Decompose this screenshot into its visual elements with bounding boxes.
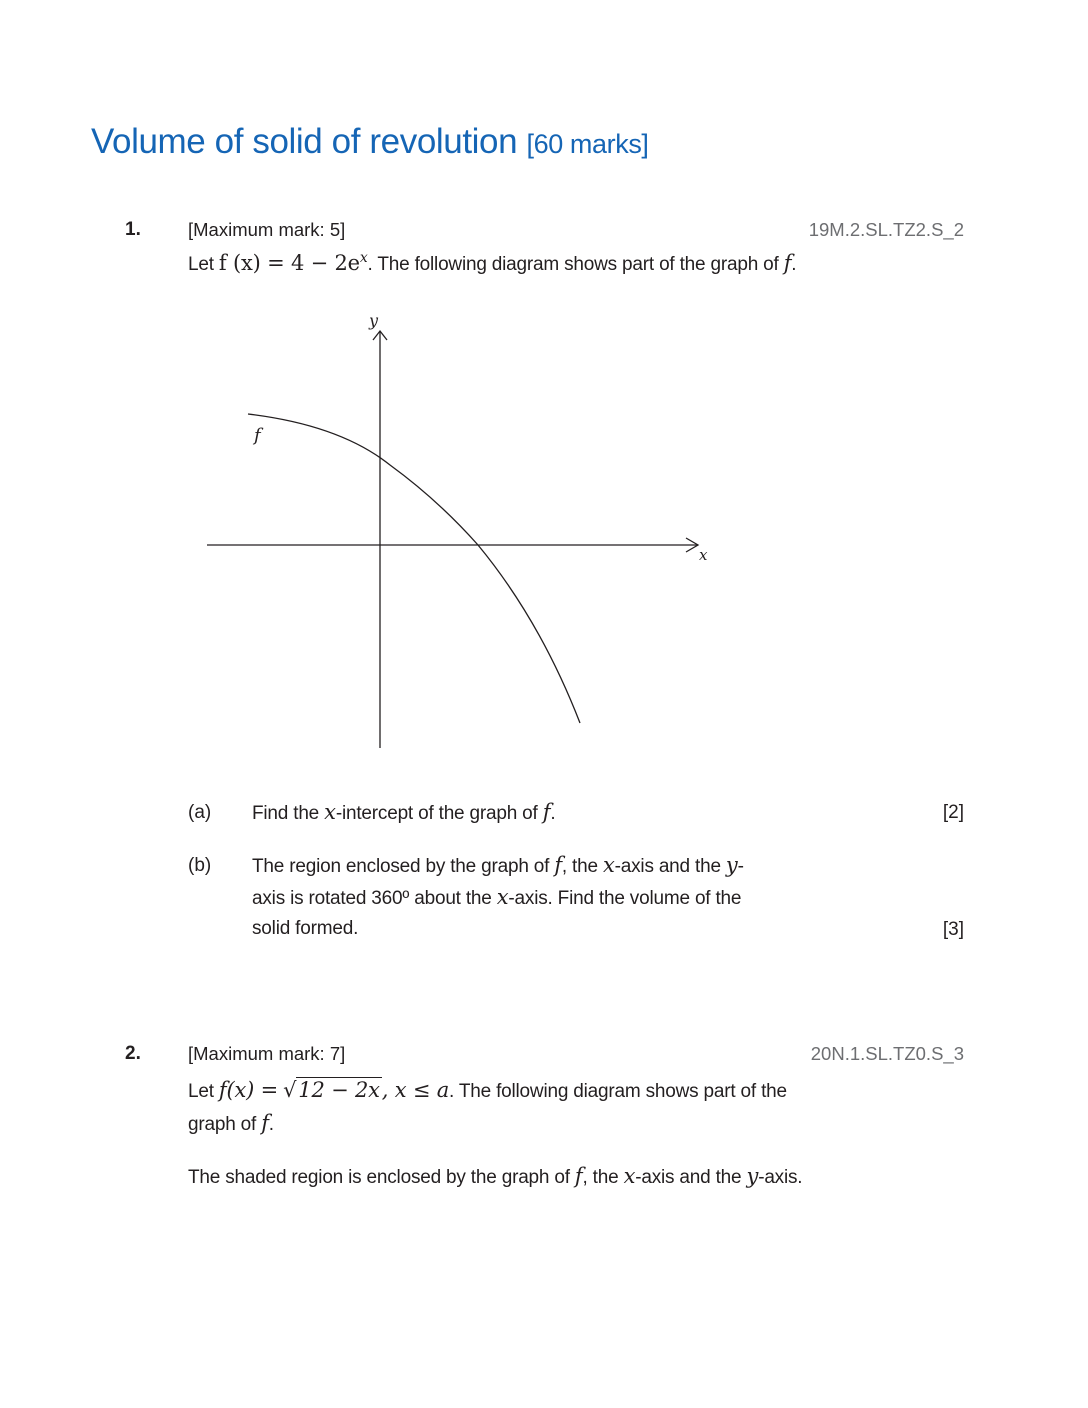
part-b-line-1: The region enclosed by the graph of f, the x-axis and the y- xyxy=(252,853,744,877)
question-2-intro-line-2: graph of f. xyxy=(188,1111,274,1135)
x-axis-label: x xyxy=(699,546,708,564)
part-a-label: (a) xyxy=(188,802,212,823)
part-b-label: (b) xyxy=(188,855,212,876)
y-axis-label: y xyxy=(369,311,379,330)
part-b-line-3: solid formed. xyxy=(252,918,359,939)
function-definition: f $(x) = 4 - 2e^x$ xyxy=(218,250,368,275)
part-a-text: Find the x-intercept of the graph of f. xyxy=(252,800,556,824)
question-2-number: 2. xyxy=(125,1043,141,1064)
question-2-code: 20N.1.SL.TZ0.S_3 xyxy=(810,1043,964,1064)
question-1-number: 1. xyxy=(125,219,141,240)
curve-label: f xyxy=(254,425,261,446)
title-text: Volume of solid of revolution xyxy=(91,122,518,161)
question-1-code: 19M.2.SL.TZ2.S_2 xyxy=(808,219,964,240)
part-b-line-2: axis is rotated 360º about the x-axis. Find the volume of the xyxy=(252,885,742,909)
question-1-max-mark: [Maximum mark: 5] xyxy=(188,219,346,240)
question-2-shaded-text: The shaded region is enclosed by the graph of f, the x-axis and the y-axis. xyxy=(188,1164,803,1188)
question-2-max-mark: [Maximum mark: 7] xyxy=(188,1043,346,1064)
part-b-marks: [3] xyxy=(942,919,964,940)
question-2-intro-line-1: Let f(x) = √12 − 2x, x ≤ a. The following diagram shows part of the xyxy=(188,1078,787,1102)
title-marks: [60 marks] xyxy=(526,129,649,159)
question-1-intro: Let f $(x) = 4 - 2e^x$. The following diagram shows part of the graph of f. xyxy=(188,250,797,275)
function-curve xyxy=(248,414,580,723)
part-a-marks: [2] xyxy=(942,802,964,823)
